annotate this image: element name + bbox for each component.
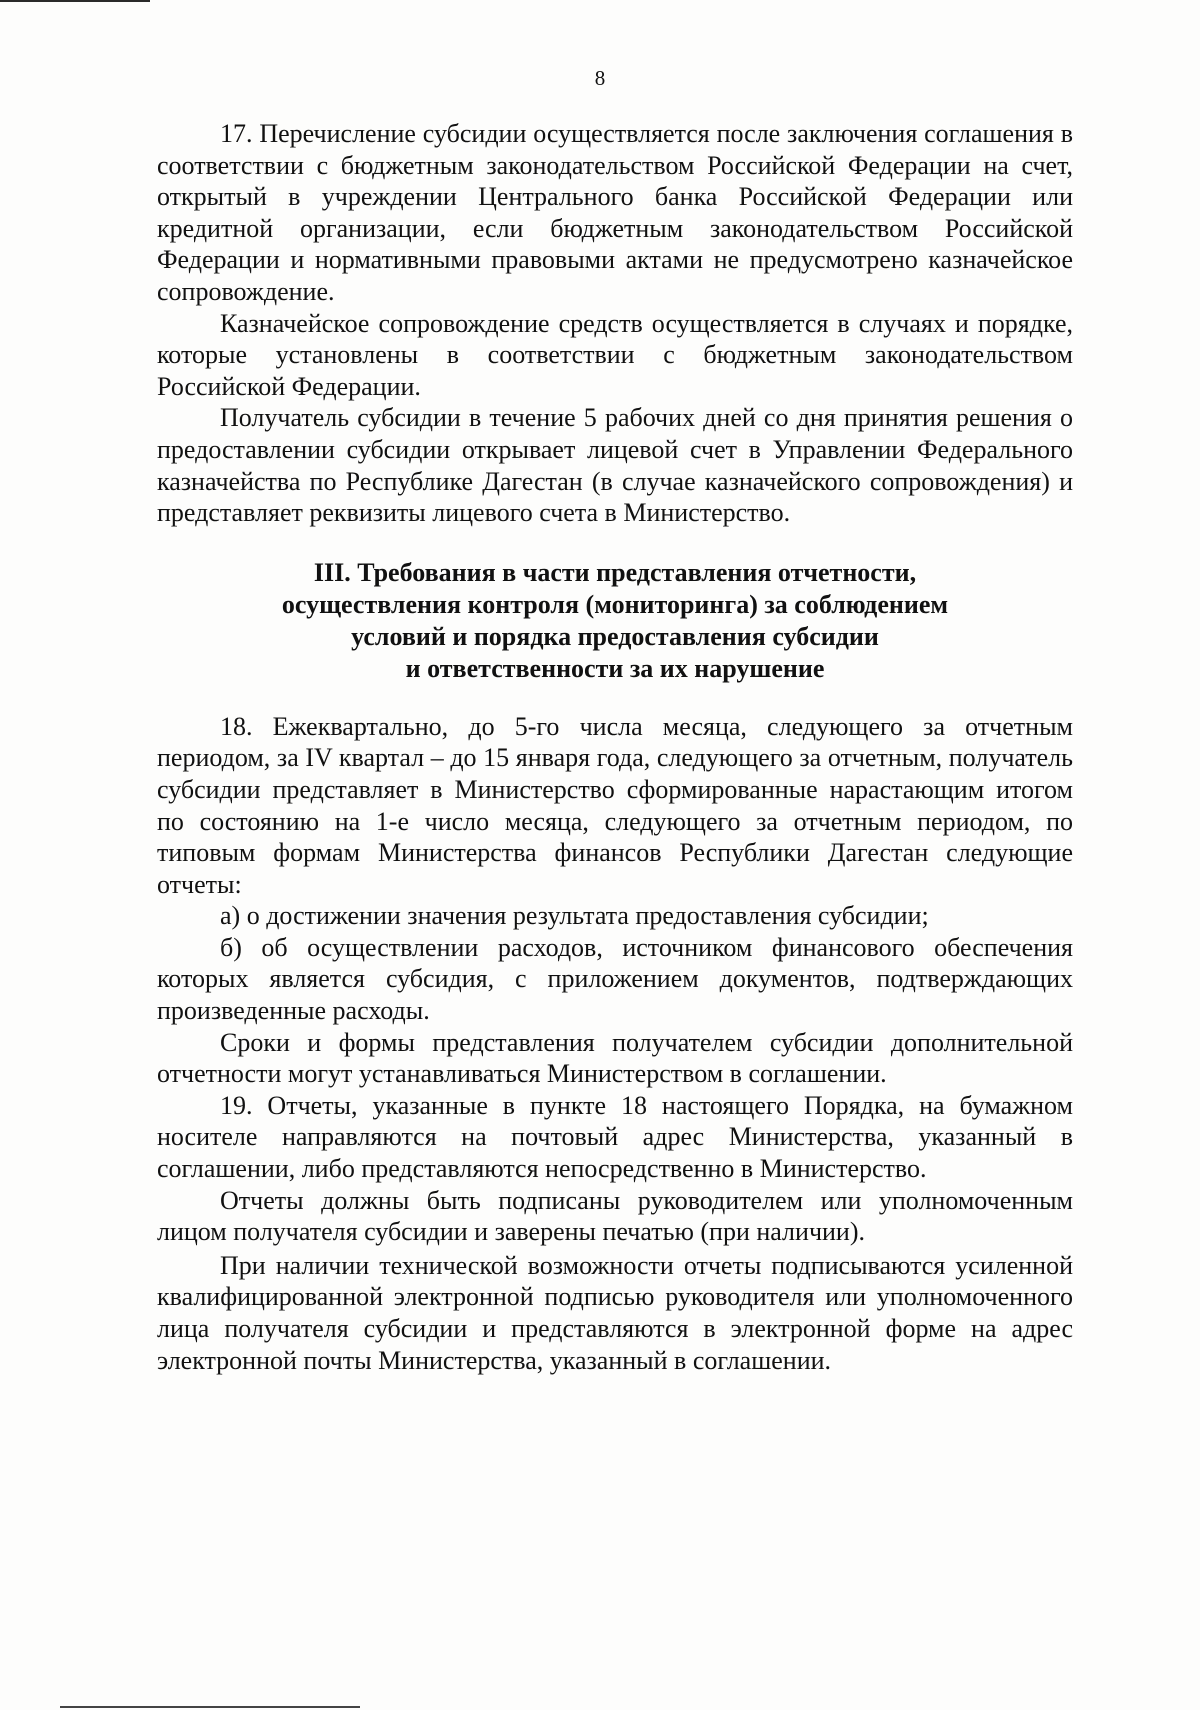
scan-edge-bottom — [60, 1706, 360, 1708]
paragraph-signing: Отчеты должны быть подписаны руководителем или уполномоченным лицом получателя субсидии и заверены печатью (при наличии). — [157, 1185, 1073, 1247]
paragraph-19: 19. Отчеты, указанные в пункте 18 настоящего Порядка, на бумажном носителе направляются на почтовый адрес Министерства, указанный в соглашении, либо представляются непосредственно в Министерство. — [157, 1090, 1073, 1184]
section-heading-iii — [157, 557, 1073, 685]
section-heading-line: осуществления контроля (мониторинга) за соблюдением — [281, 589, 949, 619]
paragraph-electronic-signature: При наличии технической возможности отчеты подписываются усиленной квалифицированной электронной подписью руководителя или уполномоченного лица получателя субсидии и представляются в электронной форме на адрес электронной почты Министерства, указанный в соглашении. — [157, 1250, 1073, 1375]
page-number: 8 — [594, 66, 606, 90]
paragraph-18: 18. Ежеквартально, до 5-го числа месяца, следующего за отчетным периодом, за IV квартал – до 15 января года, следующего за отчетным, получатель субсидии представляет в Министерство сформированные нарастающим итогом по состоянию на 1-е число месяца, следующего за отчетным периодом, по типовым формам Министерства финансов Республики Дагестан следующие отчеты: — [157, 711, 1073, 899]
paragraph-additional-reporting: Сроки и формы представления получателем субсидии дополнительной отчетности могут устанавливаться Министерством в соглашении. — [157, 1027, 1073, 1089]
section-heading-line: и ответственности за их нарушение — [405, 653, 825, 683]
section-heading-line: условий и порядка предоставления субсидии — [351, 621, 879, 651]
paragraph-17: 17. Перечисление субсидии осуществляется после заключения соглашения в соответствии с бюджетным законодательством Российской Федерации на счет, открытый в учреждении Центрального банка Российской Федерации или кредитной организации, если бюджетным законодательством Российской Федерации и нормативными правовыми актами не предусмотрено казначейское сопровождение. — [157, 119, 1073, 306]
list-item-b: б) об осуществлении расходов, источником финансового обеспечения которых является субсидия, с приложением документов, подтверждающих произведенные расходы. — [157, 932, 1073, 1026]
list-item-a: а) о достижении значения результата предоставления субсидии; — [220, 901, 929, 931]
paragraph-treasury-support: Казначейское сопровождение средств осуществляется в случаях и порядке, которые установлены в соответствии с бюджетным законодательством Российской Федерации. — [157, 308, 1073, 401]
paragraph-personal-account: Получатель субсидии в течение 5 рабочих дней со дня принятия решения о предоставлении субсидии открывает лицевой счет в Управлении Федерального казначейства по Республике Дагестан (в случае казначейского сопровождения) и представляет реквизиты лицевого счета в Министерство. — [157, 403, 1073, 528]
section-heading-line: III. Требования в части представления отчетности, — [313, 557, 917, 587]
document-body — [157, 118, 1073, 1376]
scan-edge-top — [0, 0, 150, 2]
